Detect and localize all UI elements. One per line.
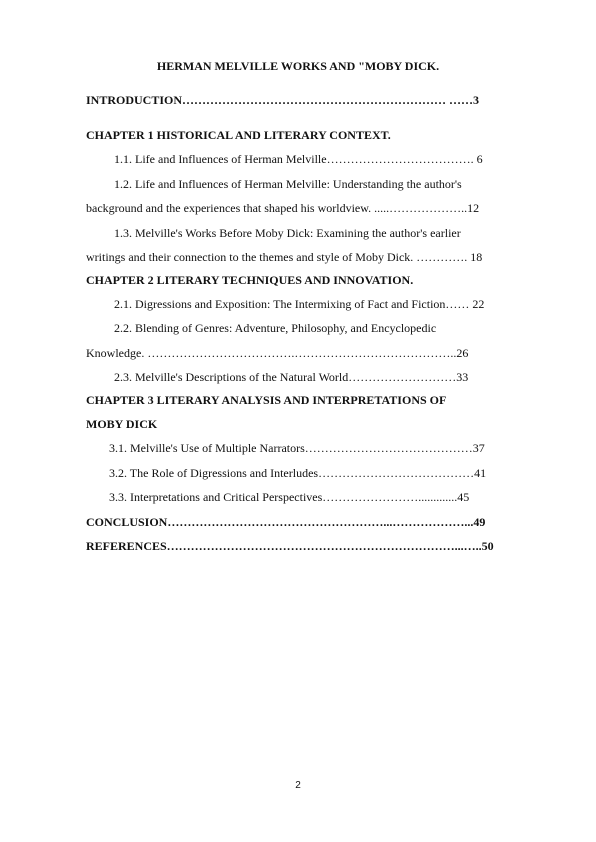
toc-entry-1-3-line2: writings and their connection to the themes and style of Moby Dick. …………. 18	[86, 250, 483, 264]
toc-chapter-3-heading-line1: CHAPTER 3 LITERARY ANALYSIS AND INTERPRETATIONS OF	[86, 393, 447, 407]
document-title: HERMAN MELVILLE WORKS AND "MOBY DICK.	[156, 59, 440, 73]
toc-entry-conclusion: CONCLUSION………………………………………………...………………...49	[86, 515, 486, 529]
toc-entry-2-3: 2.3. Melville's Descriptions of the Natural World………………………33	[114, 370, 469, 384]
page-number: 2	[295, 780, 301, 791]
toc-entry-references: REFERENCES………………………………………………………………...…..50	[86, 539, 494, 553]
toc-entry-3-3: 3.3. Interpretations and Critical Perspectives…………………….............45	[109, 490, 470, 504]
toc-entry-3-1: 3.1. Melville's Use of Multiple Narrators……………………………………37	[109, 441, 485, 455]
toc-chapter-2-heading: CHAPTER 2 LITERARY TECHNIQUES AND INNOVATION.	[86, 273, 414, 287]
toc-entry-3-2: 3.2. The Role of Digressions and Interludes…………………………………41	[109, 466, 487, 480]
toc-entry-2-2-line1: 2.2. Blending of Genres: Adventure, Philosophy, and Encyclopedic	[114, 321, 437, 335]
toc-entry-1-2-line2: background and the experiences that shaped his worldview. .....………………..12	[86, 201, 480, 215]
toc-entry-1-2-line1: 1.2. Life and Influences of Herman Melville: Understanding the author's	[114, 177, 462, 191]
toc-entry-introduction: INTRODUCTION………………………………………………………… ……3	[86, 93, 480, 107]
toc-entry-2-1: 2.1. Digressions and Exposition: The Intermixing of Fact and Fiction…… 22	[114, 297, 485, 311]
toc-chapter-3-heading-line2: MOBY DICK	[86, 417, 158, 431]
toc-chapter-1-heading: CHAPTER 1 HISTORICAL AND LITERARY CONTEXT.	[86, 128, 391, 142]
toc-entry-2-2-line2: Knowledge. ……………………………….…………………………………..26	[86, 346, 469, 360]
toc-entry-1-3-line1: 1.3. Melville's Works Before Moby Dick: Examining the author's earlier	[114, 226, 461, 240]
toc-entry-1-1: 1.1. Life and Influences of Herman Melville………………………………. 6	[114, 152, 483, 166]
